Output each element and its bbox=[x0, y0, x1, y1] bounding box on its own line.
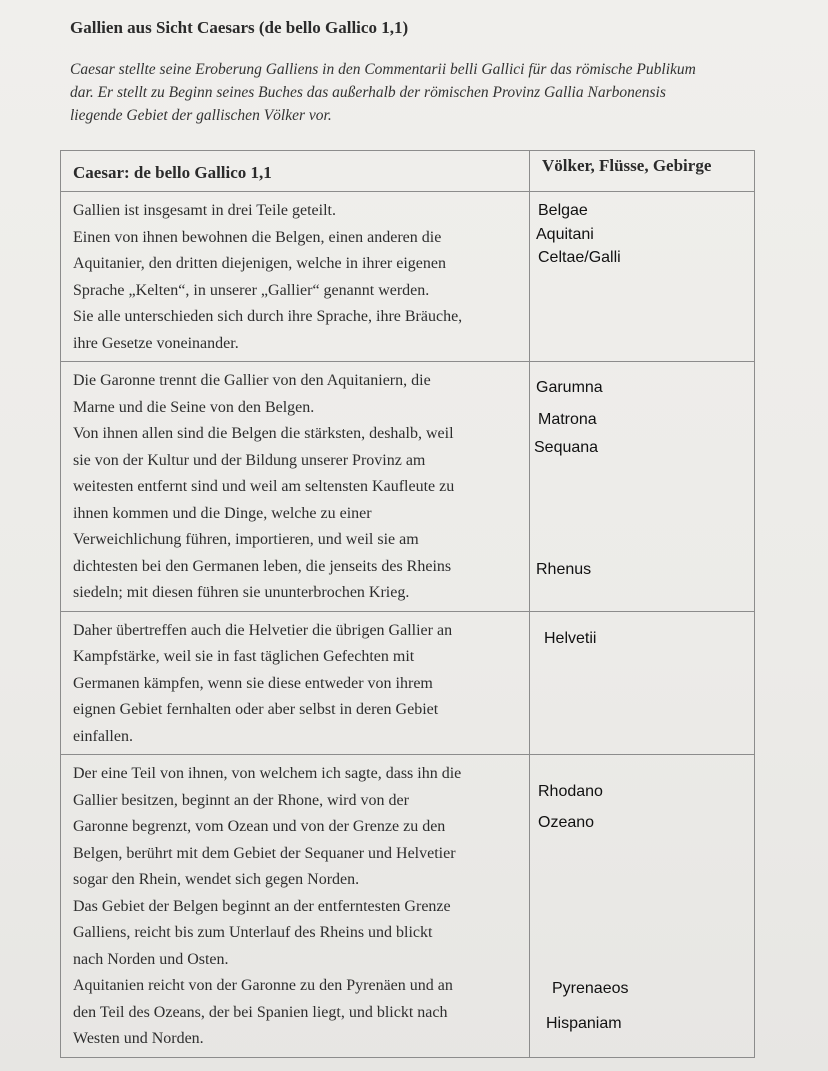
note-entry: Garumna bbox=[536, 379, 603, 396]
intro-line: Caesar stellte seine Eroberung Galliens in den Commentarii belli Gallici für das römische Publikum bbox=[70, 61, 696, 78]
table-row bbox=[61, 755, 755, 1058]
row-notes-cell bbox=[530, 611, 755, 755]
note-entry: Belgae bbox=[538, 202, 588, 219]
text-line: Kampfstärke, weil sie in fast täglichen Gefechten mit bbox=[73, 648, 415, 665]
text-line: sogar den Rhein, wendet sich gegen Norden. bbox=[73, 871, 360, 888]
text-line: weitesten entfernt sind und weil am seltensten Kaufleute zu bbox=[73, 478, 455, 495]
text-line: einfallen. bbox=[73, 727, 133, 745]
note-entry: Aquitani bbox=[536, 226, 594, 243]
note-entry: Pyrenaeos bbox=[552, 980, 629, 997]
text-line: Gallier besitzen, beginnt an der Rhone, wird von der bbox=[73, 791, 409, 809]
text-line: Sie alle unterschieden sich durch ihre Sprache, ihre Bräuche, bbox=[73, 308, 463, 325]
text-line: Belgen, berührt mit dem Gebiet der Sequaner und Helvetier bbox=[73, 844, 456, 862]
text-line: Galliens, reicht bis zum Unterlauf des Rheins und blickt bbox=[73, 924, 433, 941]
text-line: Daher übertreffen auch die Helvetier die übrigen Gallier an bbox=[73, 621, 453, 639]
text-line: Einen von ihnen bewohnen die Belgen, einen anderen die bbox=[73, 228, 442, 246]
row-text-cell bbox=[61, 362, 530, 612]
text-line: Der eine Teil von ihnen, von welchem ich sagte, dass ihn die bbox=[73, 765, 462, 782]
row-text-cell bbox=[61, 611, 530, 755]
note-entry: Rhodano bbox=[538, 783, 603, 800]
text-line: eignen Gebiet fernhalten oder aber selbst in deren Gebiet bbox=[73, 701, 439, 718]
text-line: Verweichlichung führen, importieren, und weil sie am bbox=[73, 531, 419, 548]
header-notes: Völker, Flüsse, Gebirge bbox=[530, 151, 755, 192]
text-line: Aquitanier, den dritten diejenigen, welche in ihrer eigenen bbox=[73, 255, 446, 272]
text-line: Von ihnen allen sind die Belgen die stärksten, deshalb, weil bbox=[73, 425, 454, 442]
text-line: siedeln; mit diesen führen sie ununterbrochen Krieg. bbox=[73, 584, 410, 601]
text-line: sie von der Kultur und der Bildung unserer Provinz am bbox=[73, 451, 426, 469]
note-entry: Helvetii bbox=[544, 629, 597, 647]
text-line: Das Gebiet der Belgen beginnt an der entferntesten Grenze bbox=[73, 897, 451, 915]
intro-line: dar. Er stellt zu Beginn seines Buches das außerhalb der römischen Provinz Gallia Narbonensis bbox=[70, 84, 666, 101]
text-line: Westen und Norden. bbox=[73, 1030, 204, 1047]
text-line: Sprache „Kelten“, in unserer „Gallier“ genannt werden. bbox=[73, 281, 430, 299]
note-entry: Celtae/Galli bbox=[538, 249, 621, 266]
row-notes-cell bbox=[530, 192, 755, 362]
text-line: Die Garonne trennt die Gallier von den Aquitaniern, die bbox=[73, 372, 431, 389]
text-line: Aquitanien reicht von der Garonne zu den Pyrenäen und an bbox=[73, 977, 453, 994]
note-entry: Sequana bbox=[534, 439, 599, 456]
text-line: ihnen kommen und die Dinge, welche zu einer bbox=[73, 504, 372, 522]
text-line: Germanen kämpfen, wenn sie diese entweder von ihrem bbox=[73, 674, 433, 692]
text-line: ihre Gesetze voneinander. bbox=[73, 334, 239, 352]
row-text-cell bbox=[61, 755, 530, 1058]
table-row bbox=[61, 362, 755, 612]
note-entry: Matrona bbox=[538, 411, 597, 428]
intro-paragraph bbox=[70, 58, 770, 127]
table-header-row bbox=[61, 151, 755, 192]
row-notes-cell bbox=[530, 362, 755, 612]
row-text-cell bbox=[61, 192, 530, 362]
row-notes-cell bbox=[530, 755, 755, 1058]
text-line: dichtesten bei den Germanen leben, die jenseits des Rheins bbox=[73, 557, 452, 575]
note-entry: Hispaniam bbox=[546, 1015, 622, 1032]
note-entry: Ozeano bbox=[538, 814, 595, 831]
note-entry: Rhenus bbox=[536, 561, 592, 578]
text-line: nach Norden und Osten. bbox=[73, 950, 229, 968]
header-caesar-text: Caesar: de bello Gallico 1,1 bbox=[61, 151, 530, 192]
translation-table bbox=[60, 150, 755, 1058]
text-line: Marne und die Seine von den Belgen. bbox=[73, 398, 315, 416]
page-title: Gallien aus Sicht Caesars (de bello Gallico 1,1) bbox=[70, 18, 409, 37]
text-line: Gallien ist insgesamt in drei Teile geteilt. bbox=[73, 202, 336, 219]
text-line: den Teil des Ozeans, der bei Spanien liegt, und blickt nach bbox=[73, 1003, 448, 1021]
text-line: Garonne begrenzt, vom Ozean und von der Grenze zu den bbox=[73, 818, 446, 835]
table-row bbox=[61, 192, 755, 362]
intro-line: liegende Gebiet der gallischen Völker vor. bbox=[70, 107, 332, 124]
table-row bbox=[61, 611, 755, 755]
